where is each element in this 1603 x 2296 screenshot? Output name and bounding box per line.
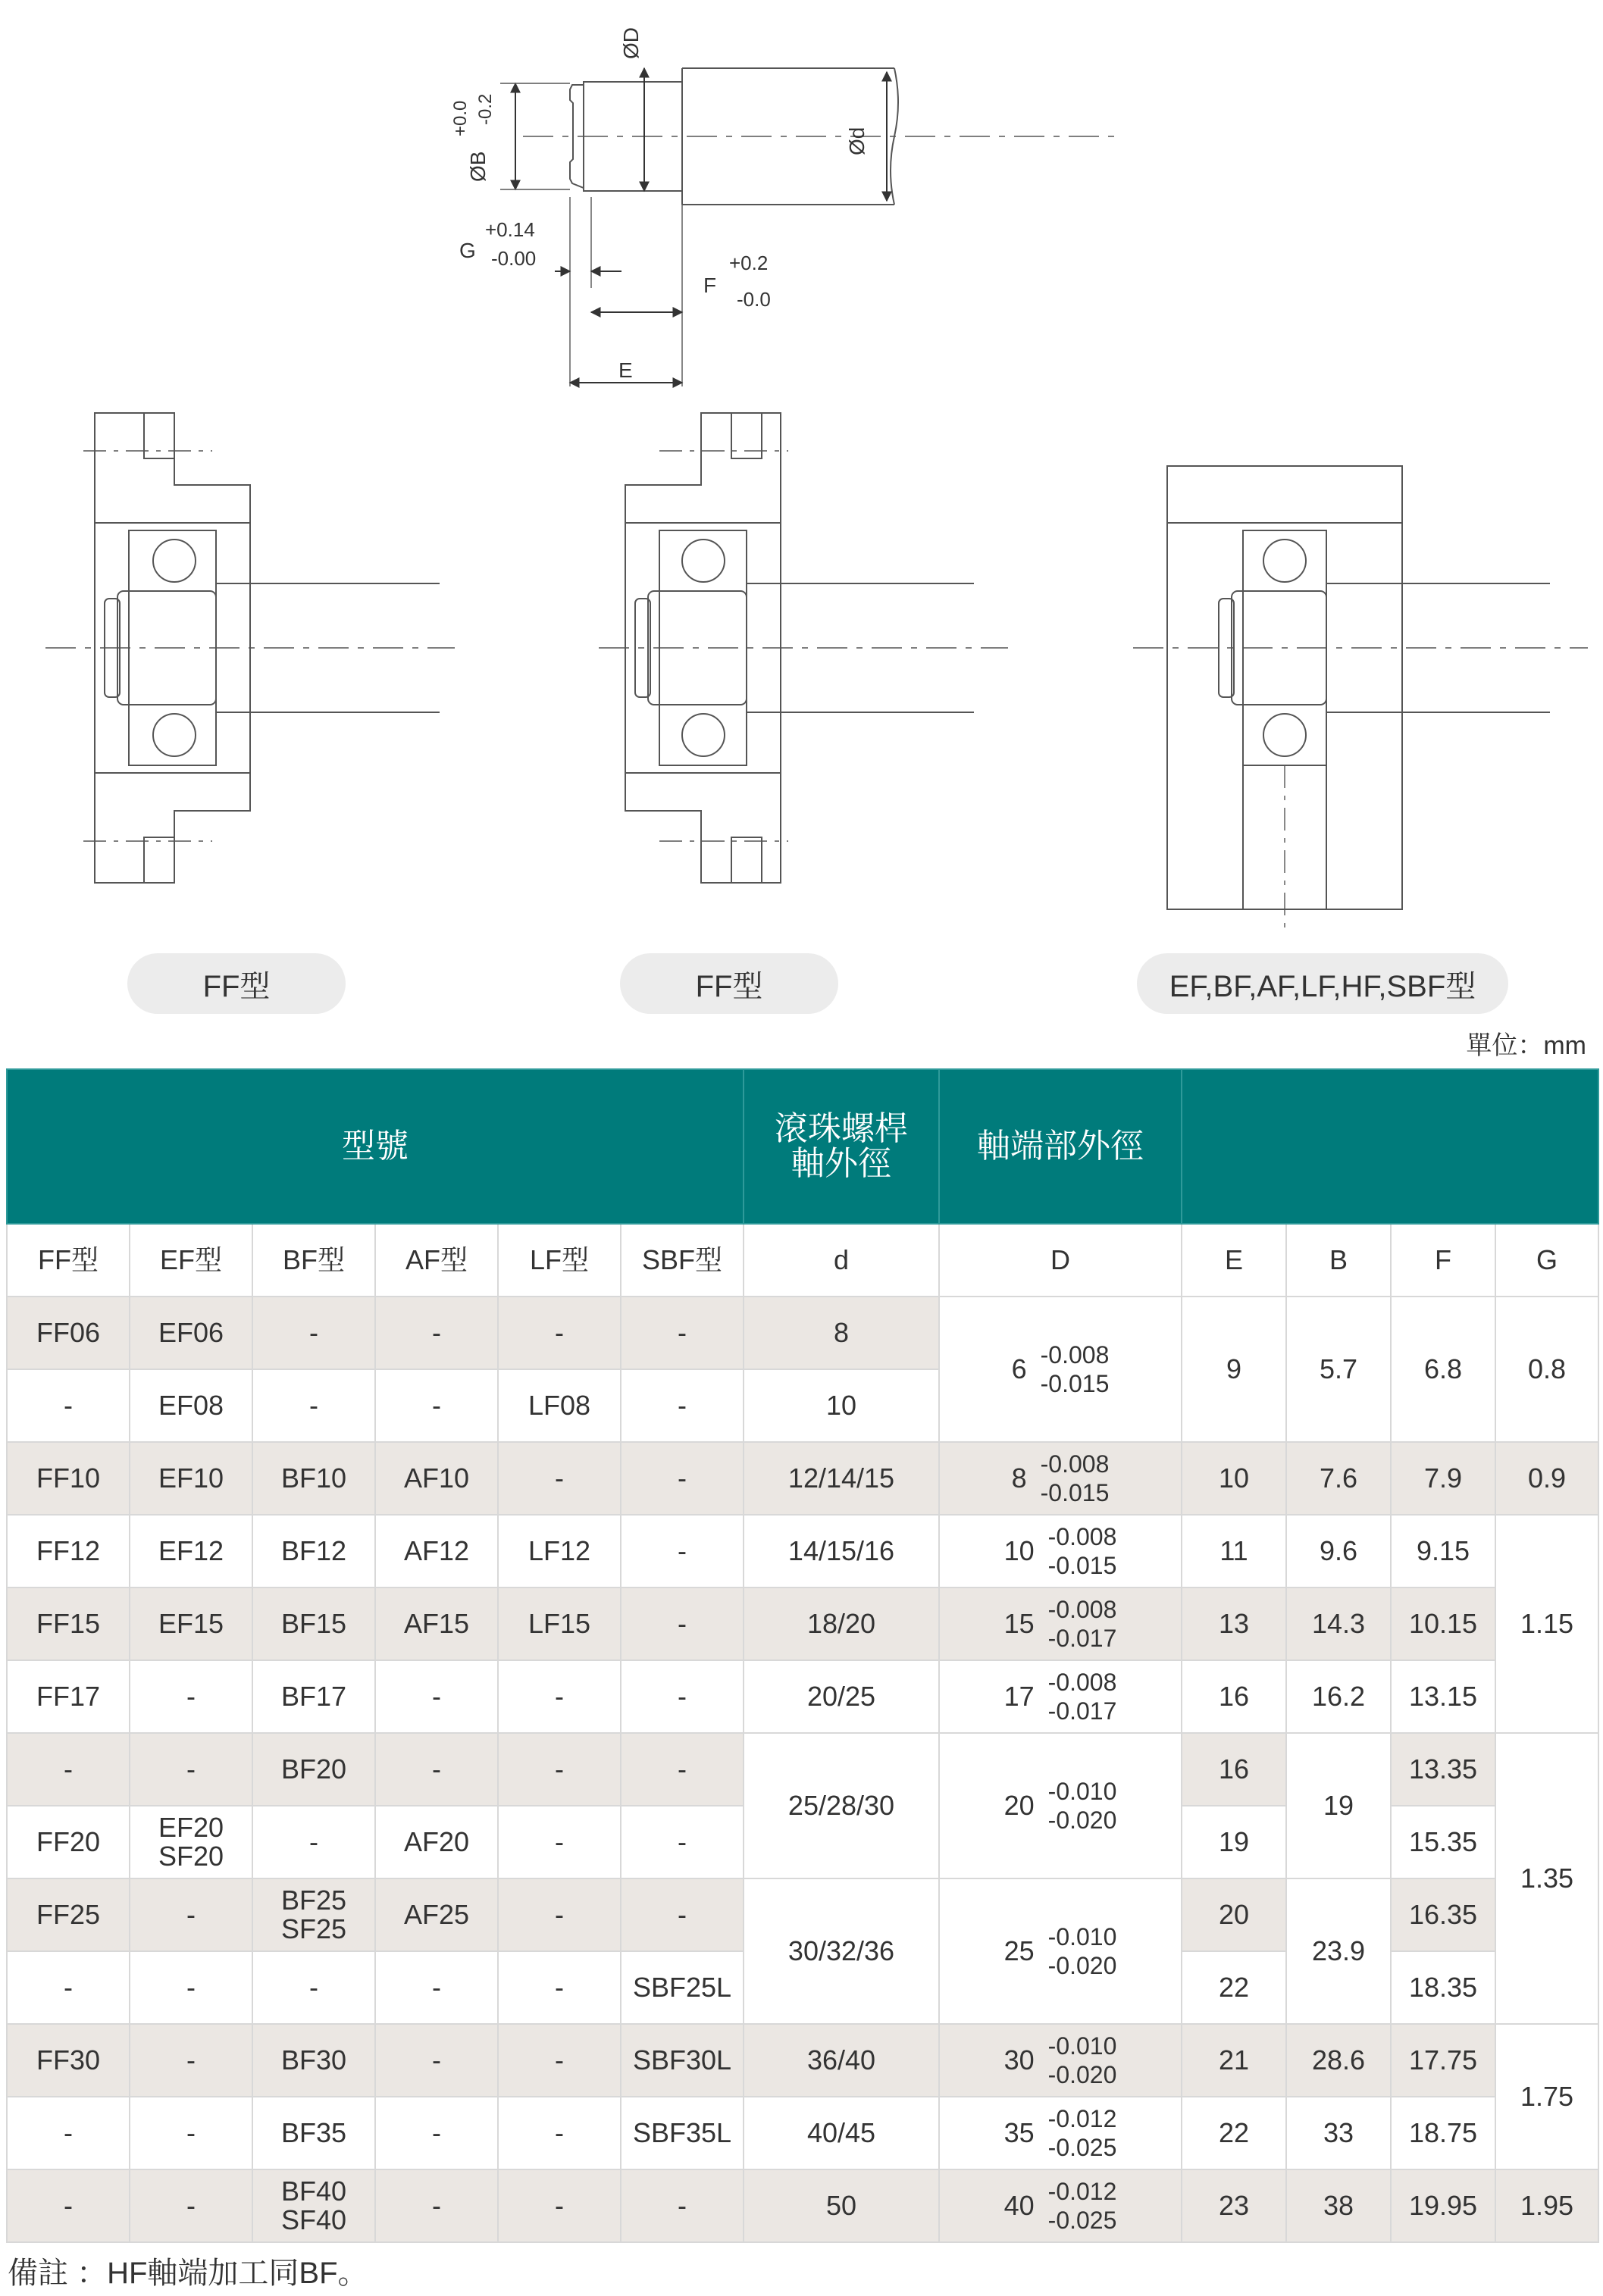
cell: BF15 xyxy=(252,1587,375,1660)
cell: - xyxy=(498,1442,621,1515)
cell: BF30 xyxy=(252,2024,375,2097)
label-D: ØD xyxy=(619,27,643,59)
cell-F: 17.75 xyxy=(1391,2024,1495,2097)
cell-F: 6.8 xyxy=(1391,1297,1495,1442)
cell: - xyxy=(621,2169,744,2242)
col-sbf: SBF型 xyxy=(621,1224,744,1297)
label-E: E xyxy=(618,358,633,382)
header-screw-od: 滾珠螺桿 軸外徑 xyxy=(744,1069,939,1224)
cell-E: 22 xyxy=(1182,2097,1286,2169)
cell: - xyxy=(498,1733,621,1806)
cell-E: 10 xyxy=(1182,1442,1286,1515)
cell: - xyxy=(7,1951,130,2024)
label-B: ØB xyxy=(466,151,490,182)
cell: 12/14/15 xyxy=(744,1442,939,1515)
cell: - xyxy=(7,2169,130,2242)
cell-F: 16.35 xyxy=(1391,1878,1495,1951)
col-af: AF型 xyxy=(375,1224,498,1297)
cell: AF20 xyxy=(375,1806,498,1878)
cell-D: 8 -0.008 -0.015 xyxy=(939,1442,1182,1515)
cell-B: 23.9 xyxy=(1286,1878,1391,2024)
cell-B: 5.7 xyxy=(1286,1297,1391,1442)
cell-F: 18.35 xyxy=(1391,1951,1495,2024)
cell-d: 25/28/30 xyxy=(744,1733,939,1878)
cell: - xyxy=(498,1660,621,1733)
cell: 40/45 xyxy=(744,2097,939,2169)
cell: - xyxy=(498,1951,621,2024)
ff-drawing-1 xyxy=(45,413,455,883)
col-E: E xyxy=(1182,1224,1286,1297)
cell: SBF25L xyxy=(621,1951,744,2024)
cell: 10 xyxy=(744,1369,939,1442)
table-row xyxy=(7,1515,1598,1587)
table-row xyxy=(7,1297,1598,1369)
cell: EF10 xyxy=(130,1442,252,1515)
label-F-tol-lower: -0.0 xyxy=(737,288,771,311)
label-B-tol-upper: +0.0 xyxy=(450,100,471,136)
cell-D: 25 -0.010 -0.020 xyxy=(939,1878,1182,2024)
col-bf: BF型 xyxy=(252,1224,375,1297)
label-d: Ød xyxy=(845,127,869,155)
type-label-ff-2: FF型 xyxy=(620,953,838,1014)
cell-G: 1.35 xyxy=(1495,1733,1598,2024)
cell-F: 7.9 xyxy=(1391,1442,1495,1515)
cell: - xyxy=(498,1806,621,1878)
cell: - xyxy=(498,2097,621,2169)
cell: FF10 xyxy=(7,1442,130,1515)
table-row xyxy=(7,1660,1598,1733)
cell: FF20 xyxy=(7,1806,130,1878)
table-row xyxy=(7,2169,1598,2242)
cell: - xyxy=(621,1660,744,1733)
cell: - xyxy=(130,1951,252,2024)
cell: 36/40 xyxy=(744,2024,939,2097)
header-blank xyxy=(1182,1069,1598,1224)
cell-E: 23 xyxy=(1182,2169,1286,2242)
cell-E: 20 xyxy=(1182,1878,1286,1951)
cell-d: 30/32/36 xyxy=(744,1878,939,2024)
table-row xyxy=(7,1733,1598,1806)
cell-F: 15.35 xyxy=(1391,1806,1495,1878)
cell: 50 xyxy=(744,2169,939,2242)
table-row xyxy=(7,1587,1598,1660)
cell-F: 18.75 xyxy=(1391,2097,1495,2169)
cell: - xyxy=(621,1442,744,1515)
table-row xyxy=(7,1878,1598,1951)
cell: AF25 xyxy=(375,1878,498,1951)
cell-D: 30 -0.010 -0.020 xyxy=(939,2024,1182,2097)
cell-F: 13.15 xyxy=(1391,1660,1495,1733)
label-F-tol-upper: +0.2 xyxy=(729,252,769,274)
cell: EF08 xyxy=(130,1369,252,1442)
cell: - xyxy=(375,1733,498,1806)
type-label-ff-1: FF型 xyxy=(127,953,346,1014)
cell: - xyxy=(375,2169,498,2242)
cell: 20/25 xyxy=(744,1660,939,1733)
ef-bf-drawing xyxy=(1133,466,1588,932)
label-G-tol-upper: +0.14 xyxy=(485,218,535,241)
cell: - xyxy=(252,1806,375,1878)
col-D: D xyxy=(939,1224,1182,1297)
type-label-ef-bf: EF,BF,AF,LF,HF,SBF型 xyxy=(1137,953,1508,1014)
cell: - xyxy=(7,1369,130,1442)
technical-drawings xyxy=(0,0,1603,1023)
cell-D: 35 -0.012 -0.025 xyxy=(939,2097,1182,2169)
cell: BF20 xyxy=(252,1733,375,1806)
cell: 18/20 xyxy=(744,1587,939,1660)
cell: - xyxy=(621,1733,744,1806)
cell: SBF30L xyxy=(621,2024,744,2097)
label-G-tol-lower: -0.00 xyxy=(491,247,537,270)
cell: EF06 xyxy=(130,1297,252,1369)
cell: - xyxy=(252,1369,375,1442)
cell-E: 16 xyxy=(1182,1733,1286,1806)
cell: LF15 xyxy=(498,1587,621,1660)
cell-B: 38 xyxy=(1286,2169,1391,2242)
cell-D: 20 -0.010 -0.020 xyxy=(939,1733,1182,1878)
col-ff: FF型 xyxy=(7,1224,130,1297)
cell: - xyxy=(498,1297,621,1369)
cell: - xyxy=(621,1515,744,1587)
cell: LF12 xyxy=(498,1515,621,1587)
cell-D: 10 -0.008 -0.015 xyxy=(939,1515,1182,1587)
cell-F: 10.15 xyxy=(1391,1587,1495,1660)
col-lf: LF型 xyxy=(498,1224,621,1297)
cell-B: 9.6 xyxy=(1286,1515,1391,1587)
cell: AF12 xyxy=(375,1515,498,1587)
table-row xyxy=(7,2024,1598,2097)
col-F: F xyxy=(1391,1224,1495,1297)
cell: - xyxy=(621,1369,744,1442)
cell-D: 17 -0.008 -0.017 xyxy=(939,1660,1182,1733)
cell-E: 13 xyxy=(1182,1587,1286,1660)
cell: BF40 SF40 xyxy=(252,2169,375,2242)
cell: - xyxy=(621,1806,744,1878)
cell-F: 13.35 xyxy=(1391,1733,1495,1806)
table-row xyxy=(7,2097,1598,2169)
col-B: B xyxy=(1286,1224,1391,1297)
cell: - xyxy=(252,1297,375,1369)
cell-G: 0.9 xyxy=(1495,1442,1598,1515)
cell-E: 19 xyxy=(1182,1806,1286,1878)
cell: - xyxy=(375,1297,498,1369)
cell-G: 0.8 xyxy=(1495,1297,1598,1442)
cell: FF06 xyxy=(7,1297,130,1369)
cell: FF15 xyxy=(7,1587,130,1660)
cell: - xyxy=(375,1660,498,1733)
cell-B: 16.2 xyxy=(1286,1660,1391,1733)
table-row xyxy=(7,1442,1598,1515)
cell-E: 16 xyxy=(1182,1660,1286,1733)
cell: BF10 xyxy=(252,1442,375,1515)
cell-E: 9 xyxy=(1182,1297,1286,1442)
cell: - xyxy=(498,1878,621,1951)
cell-F: 9.15 xyxy=(1391,1515,1495,1587)
cell-E: 21 xyxy=(1182,2024,1286,2097)
cell-B: 7.6 xyxy=(1286,1442,1391,1515)
cell-B: 19 xyxy=(1286,1733,1391,1878)
cell-G: 1.95 xyxy=(1495,2169,1598,2242)
cell: - xyxy=(130,2097,252,2169)
cell: EF15 xyxy=(130,1587,252,1660)
header-model: 型號 xyxy=(7,1069,744,1224)
cell: - xyxy=(7,2097,130,2169)
cell: - xyxy=(130,2169,252,2242)
cell-D: 40 -0.012 -0.025 xyxy=(939,2169,1182,2242)
cell: - xyxy=(621,1297,744,1369)
cell: BF17 xyxy=(252,1660,375,1733)
cell: - xyxy=(375,1951,498,2024)
cell: FF25 xyxy=(7,1878,130,1951)
cell: - xyxy=(375,2024,498,2097)
cell: - xyxy=(7,1733,130,1806)
ff-drawing-2 xyxy=(599,413,1008,883)
spec-table xyxy=(6,1068,1599,2243)
unit-label: 單位：mm xyxy=(1466,1031,1586,1060)
cell: - xyxy=(252,1951,375,2024)
cell: AF15 xyxy=(375,1587,498,1660)
cell-D: 15 -0.008 -0.017 xyxy=(939,1587,1182,1660)
subheader-row xyxy=(7,1224,1598,1297)
label-B-tol-lower: -0.2 xyxy=(475,93,496,125)
cell: - xyxy=(130,1878,252,1951)
cell-E: 22 xyxy=(1182,1951,1286,2024)
cell: - xyxy=(375,1369,498,1442)
cell: LF08 xyxy=(498,1369,621,1442)
cell: BF12 xyxy=(252,1515,375,1587)
cell: - xyxy=(130,1733,252,1806)
cell: - xyxy=(498,2169,621,2242)
col-ef: EF型 xyxy=(130,1224,252,1297)
label-F: F xyxy=(703,274,717,297)
cell: FF12 xyxy=(7,1515,130,1587)
col-G: G xyxy=(1495,1224,1598,1297)
cell-E: 11 xyxy=(1182,1515,1286,1587)
label-G: G xyxy=(459,239,476,262)
cell: BF25 SF25 xyxy=(252,1878,375,1951)
footnote: 備註 ：HF軸端加工同BF。 xyxy=(8,2257,368,2290)
cell: FF30 xyxy=(7,2024,130,2097)
shaft-end-detail xyxy=(500,68,1114,386)
header-shaft-end: 軸端部外徑 xyxy=(939,1069,1182,1224)
cell-B: 28.6 xyxy=(1286,2024,1391,2097)
cell-G: 1.15 xyxy=(1495,1515,1598,1733)
cell-B: 33 xyxy=(1286,2097,1391,2169)
cell: FF17 xyxy=(7,1660,130,1733)
cell-G: 1.75 xyxy=(1495,2024,1598,2169)
cell-D: 6 -0.008 -0.015 xyxy=(939,1297,1182,1442)
cell-B: 14.3 xyxy=(1286,1587,1391,1660)
cell-F: 19.95 xyxy=(1391,2169,1495,2242)
cell: - xyxy=(621,1878,744,1951)
cell: 14/15/16 xyxy=(744,1515,939,1587)
cell: - xyxy=(375,2097,498,2169)
cell: - xyxy=(498,2024,621,2097)
cell: SBF35L xyxy=(621,2097,744,2169)
cell: BF35 xyxy=(252,2097,375,2169)
cell: - xyxy=(130,2024,252,2097)
cell: EF12 xyxy=(130,1515,252,1587)
cell: - xyxy=(621,1587,744,1660)
cell: AF10 xyxy=(375,1442,498,1515)
cell: 8 xyxy=(744,1297,939,1369)
col-d: d xyxy=(744,1224,939,1297)
cell: EF20 SF20 xyxy=(130,1806,252,1878)
cell: - xyxy=(130,1660,252,1733)
